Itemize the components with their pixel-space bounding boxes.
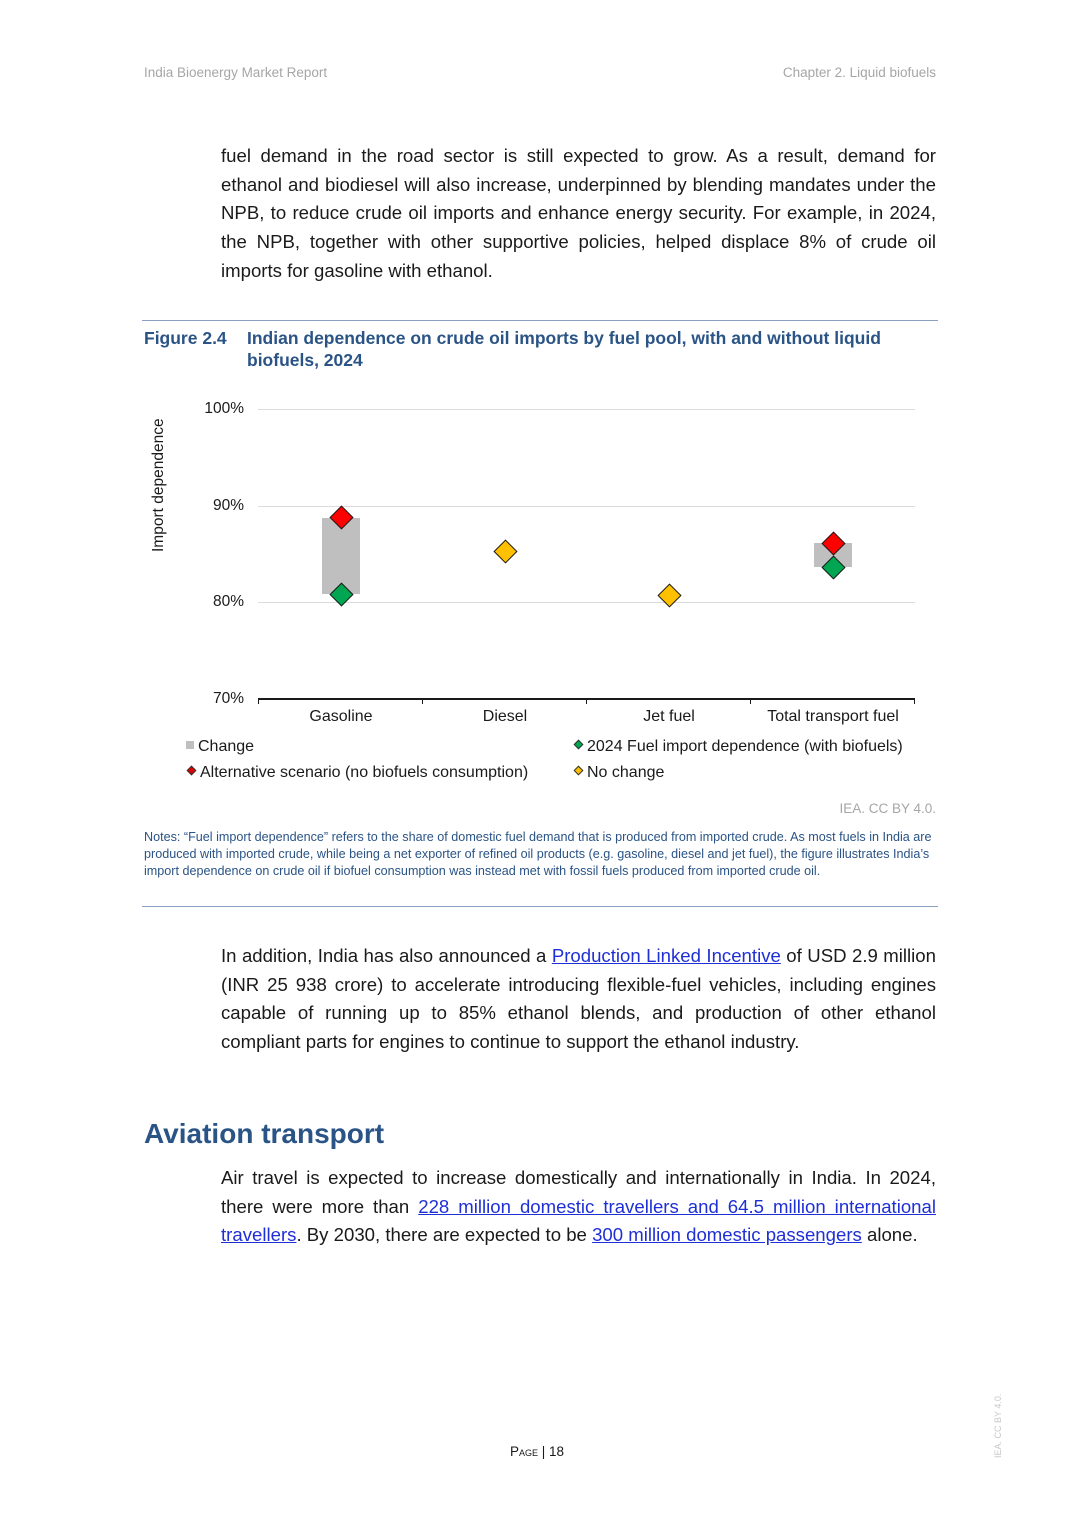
x-tick (586, 698, 587, 704)
paragraph-pli (221, 942, 936, 1057)
text: alone. (861, 1224, 918, 1246)
y-tick-90: 90% (212, 497, 244, 514)
x-tick (750, 698, 751, 704)
x-label-jet-fuel: Jet fuel (643, 708, 695, 725)
figure-source: IEA. CC BY 4.0. (839, 801, 936, 816)
running-header-title: India Bioenergy Market Report (144, 65, 328, 80)
production-linked-incentive-link[interactable]: Production Linked Incentive (551, 945, 781, 966)
legend-label: No change (587, 764, 665, 781)
figure-top-rule (142, 320, 938, 321)
gridline-90 (258, 506, 915, 507)
yellow-diamond-icon (574, 766, 584, 776)
running-header-chapter: Chapter 2. Liquid biofuels (782, 65, 936, 80)
y-tick-70: 70% (212, 690, 244, 707)
text: Air travel is expected to increase domestically and internationally in India. In 2024, there were more than (221, 1167, 936, 1217)
legend-label: Alternative scenario (no biofuels consumption) (200, 764, 529, 781)
gridline-80 (258, 602, 915, 603)
text: In addition, India has also announced a (221, 945, 552, 966)
section-heading: Aviation transport (144, 1118, 385, 1149)
legend-label: 2024 Fuel import dependence (with biofuels) (587, 738, 903, 755)
legend-change (186, 738, 254, 756)
x-tick (914, 698, 915, 704)
text: . By 2030, there are expected to be (296, 1224, 593, 1246)
legend-no-change (573, 764, 664, 782)
x-label-diesel: Diesel (482, 708, 528, 725)
y-tick-100: 100% (204, 400, 244, 417)
travellers-link[interactable]: 228 million domestic travellers and 64.5 million international travellers (221, 1195, 936, 1246)
green-diamond-icon (574, 740, 584, 750)
gridline-100 (258, 409, 915, 410)
square-swatch-icon (186, 741, 194, 749)
marker-no-change-diesel (493, 539, 517, 563)
intro-paragraph: fuel demand in the road sector is still expected to grow. As a result, demand for ethanol and biodiesel will also increase, underpinned by blending mandates under the NPB, to reduce crude oil imports and enhance energy security. For example, in 2024, the NPB, together with other supportive policies, helped displace 8% of crude oil imports for gasoline with ethanol. (221, 145, 936, 281)
x-tick (258, 698, 259, 704)
passengers-link[interactable]: 300 million domestic passengers (592, 1224, 862, 1246)
side-license-mark: IEA. CC BY 4.0. (993, 1393, 1003, 1458)
x-tick (422, 698, 423, 704)
y-tick-80: 80% (212, 593, 244, 610)
legend-with-biofuels (573, 738, 903, 756)
red-diamond-icon (187, 766, 197, 776)
figure-notes: Notes: “Fuel import dependence” refers to the share of domestic fuel demand that is produced from imported crude. As most fuels in India are produced with imported crude, while being a net exporter of refined oil products (e.g. gasoline, diesel and jet fuel), the figure illustrates India’s import dependence on crude oil if biofuel consumption was instead met with fossil fuels produced from imported crude oil. (144, 830, 932, 878)
x-label-total-transport-fuel: Total transport fuel (767, 708, 899, 725)
figure-number: Figure 2.4 (144, 328, 227, 348)
page-number: Page | 18 (510, 1444, 565, 1459)
paragraph-aviation (221, 1164, 936, 1250)
figure-caption: Indian dependence on crude oil imports by fuel pool, with and without liquid biofuels, 2024 (247, 328, 881, 370)
x-label-gasoline: Gasoline (309, 708, 373, 725)
figure-bottom-rule (142, 906, 938, 907)
y-axis-label: Import dependence (150, 418, 167, 552)
text: of USD 2.9 million (INR 25 938 crore) to accelerate introducing flexible-fuel vehicles, including engines capable of running up to 85% ethanol blends, and production of other ethanol compliant parts for engines to continue to support the ethanol industry. (221, 945, 936, 1053)
legend-label: Change (198, 738, 255, 755)
marker-no-change-jet-fuel (657, 583, 681, 607)
legend-alternative (186, 764, 528, 782)
